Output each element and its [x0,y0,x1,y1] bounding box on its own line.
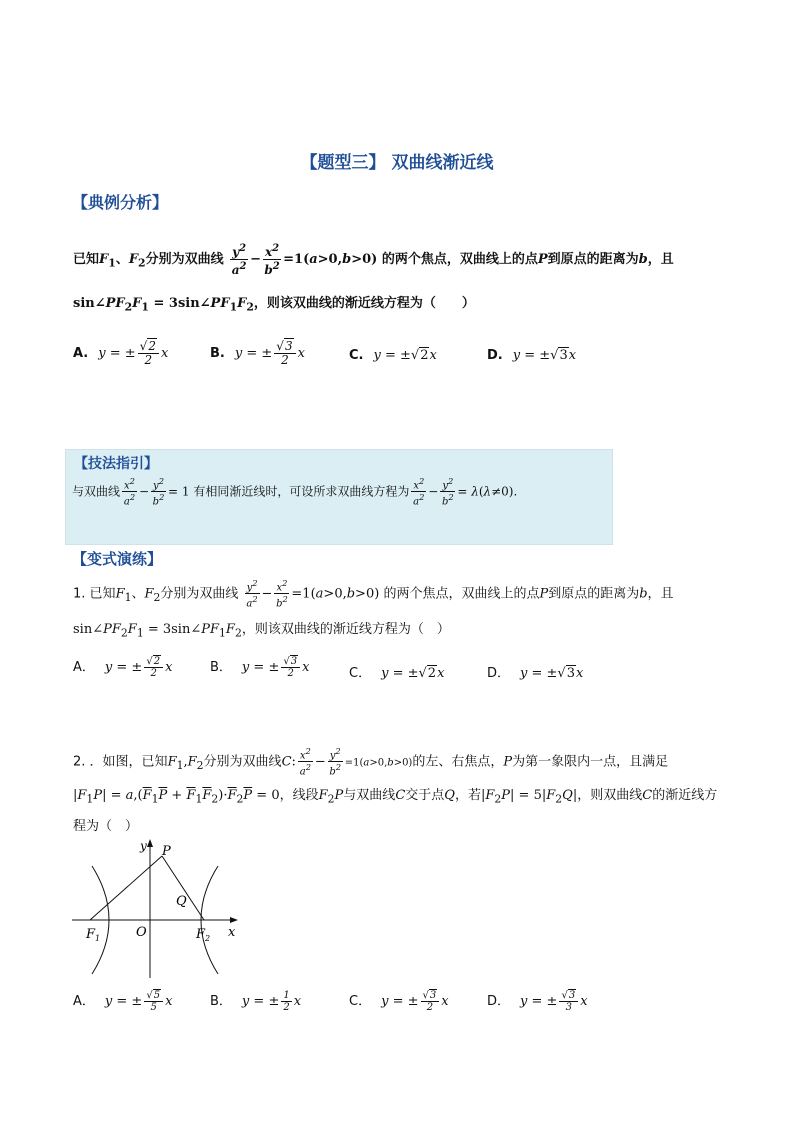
q1-option-b[interactable]: B． y = ± $\frac{√3}{2}$ x [210,656,310,679]
example-option-a[interactable]: A. y = ± $\frac{√2}{2}$ x [73,339,169,367]
q2-option-a[interactable]: A． y = ± $\frac{√5}{5}$ x [73,990,173,1013]
q2-line-2: $|F_1P| = a,(\overline{F}_1\overline{P} + \overline{F}_1\overline{F}_2)\cdot\overline{F}_2\overline{P} = 0$，线段$F_2P$与双曲线C交于点Q，若$|F_2P| = 5|F_2Q|$，则双曲线C的渐近线方 [73,788,718,806]
example-line-1: 已知$F_1$、$F_2$分别为双曲线 $\frac{y^2}{a^2}$ − $\frac{x^2}{b^2}$ =1(a>0,b>0) 的两个焦点，双曲线上的点P到原点的距离为b，且 [73,243,674,277]
section-practice-heading: 【变式演练】 [72,550,163,568]
label-f2: F [196,927,206,942]
q2-line-3: 程为（ ） [73,819,139,834]
segment-p-f2 [162,856,204,920]
q1-option-d[interactable]: D． y = ±√3x [487,666,584,681]
example-option-d[interactable]: D. y = ±√3x [487,348,577,363]
q2-line-1: 2. ．如图，已知$F_1,F_2$分别为双曲线C: $\frac{x^2}{a^2}$ − $\frac{y^2}{b^2}$ =1(a>0,b>0)的左、右焦点，P为第一象限内一点，且满足 [73,746,669,778]
label-f2-sub: 2 [205,934,211,943]
tips-heading: 【技法指引】 [74,456,158,472]
x-axis-arrow [230,917,238,923]
q1-line-2: $\sin\angle PF_2F_1$ = $3\sin\angle PF_1F_2$，则该双曲线的渐近线方程为（ ） [73,622,450,640]
y-axis-arrow [147,839,153,847]
q2-option-d[interactable]: D． y = ± $\frac{√3}{3}$ x [487,990,588,1013]
tips-text: 与双曲线 $\frac{x^2}{a^2}$ − $\frac{y^2}{b^2}$ = 1 有相同渐近线时，可设所求双曲线方程为 $\frac{x^2}{a^2}$ − $\frac{y^2}{b^2}$ = λ(λ≠0). [72,476,518,508]
example-option-c[interactable]: C. y = ±√2x [349,348,437,363]
tips-box [65,449,613,545]
example-option-b[interactable]: B. y = ± $\frac{√3}{2}$ x [210,339,305,367]
q2-option-c[interactable]: C． y = ± $\frac{√3}{2}$ x [349,990,449,1013]
label-f1: F [86,927,96,942]
label-p: P [162,844,171,859]
label-x: x [228,925,236,940]
example-line-2: $\sin\angle PF_2F_1$ = $3\sin\angle PF_1F_2$，则该双曲线的渐近线方程为（ ） [73,296,475,314]
q1-option-c[interactable]: C． y = ±√2x [349,666,445,681]
label-o: O [136,925,147,940]
segment-f1-p [90,856,162,920]
q1-option-a[interactable]: A． y = ± $\frac{√2}{2}$ x [73,656,173,679]
label-y: y [140,839,147,853]
hyperbola-figure [70,836,245,984]
label-q: Q [176,894,187,909]
q2-option-b[interactable]: B． y = ± $\frac{1}{2}$ x [210,990,302,1013]
q1-line-1: 1. 已知$F_1$、$F_2$分别为双曲线 $\frac{y^2}{a^2}$ − $\frac{x^2}{b^2}$ =1(a>0,b>0) 的两个焦点，双曲线上的点P到原点的距离为b，且 [73,578,674,610]
section-example-heading: 【典例分析】 [72,193,169,212]
label-f1-sub: 1 [95,934,101,943]
page-title: 【题型三】 双曲线渐近线 [300,153,494,173]
